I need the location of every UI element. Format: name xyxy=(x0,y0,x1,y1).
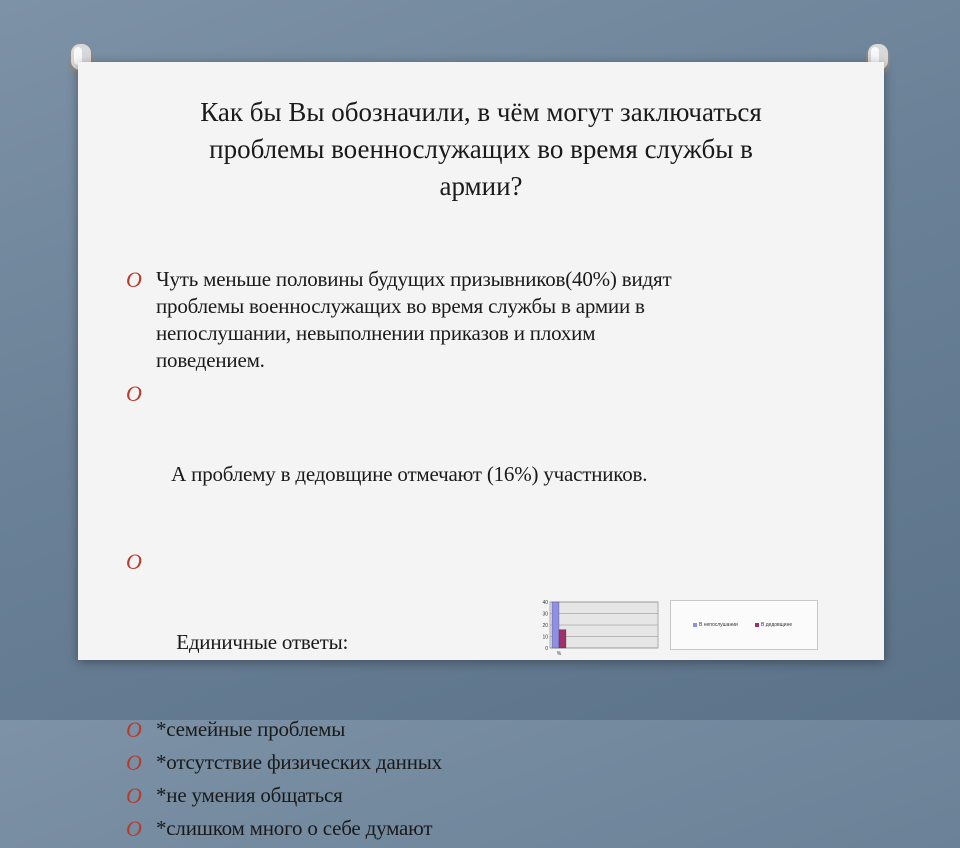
legend-item xyxy=(755,622,792,628)
legend-label: В непослушании xyxy=(699,622,738,628)
bullet-item xyxy=(126,749,846,776)
bar-chart xyxy=(536,596,662,660)
legend-label: В дедовщине xyxy=(761,622,793,628)
bar xyxy=(552,602,559,648)
bullet-line: поведением. xyxy=(156,348,265,372)
bullet-line: *слишком много о себе думают xyxy=(156,816,433,840)
bullet-line: проблемы военнослужащих во время службы в армии в xyxy=(156,294,645,318)
title-line: армии? xyxy=(439,171,523,201)
x-tick-label: % xyxy=(556,651,562,657)
bullet-line: непослушании, невыполнении приказов и плохим xyxy=(156,321,596,345)
y-tick-label: 10 xyxy=(542,634,548,641)
bullet-line: *не умения общаться xyxy=(156,783,343,807)
bullet-marker: O xyxy=(126,750,142,775)
legend-item xyxy=(693,622,738,628)
bullet-marker: O xyxy=(126,267,142,292)
slide-title xyxy=(78,94,884,205)
bullet-item xyxy=(126,815,846,842)
title-line: проблемы военнослужащих во время службы в xyxy=(209,134,753,164)
bullet-marker: O xyxy=(126,816,142,841)
legend-swatch xyxy=(693,623,697,627)
bullet-line: *семейные проблемы xyxy=(156,717,346,741)
bullet-marker: O xyxy=(126,549,142,574)
bullet-item xyxy=(126,716,846,743)
y-tick-label: 30 xyxy=(542,611,548,618)
bullet-line: *отсутствие физических данных xyxy=(156,750,442,774)
bullet-item xyxy=(126,782,846,809)
y-tick-label: 0 xyxy=(545,645,548,652)
bullet-marker: O xyxy=(126,717,142,742)
chart-legend xyxy=(670,600,818,650)
bullet-marker: O xyxy=(126,381,142,406)
bullet-line: Чуть меньше половины будущих призывников(40%) видят xyxy=(156,267,672,291)
bullet-item xyxy=(126,266,846,374)
y-tick-label: 40 xyxy=(542,599,548,606)
bullet-line: А проблему в дедовщине отмечают (16%) участников. xyxy=(156,462,648,486)
bullet-line: Единичные ответы: xyxy=(156,630,349,654)
bullet-list xyxy=(126,266,846,848)
slide xyxy=(78,62,884,841)
bullet-item xyxy=(126,380,846,542)
legend-swatch xyxy=(755,623,759,627)
bullet-marker: O xyxy=(126,783,142,808)
bar xyxy=(559,630,566,648)
y-tick-label: 20 xyxy=(542,622,548,629)
title-line: Как бы Вы обозначили, в чём могут заключаться xyxy=(200,97,762,127)
